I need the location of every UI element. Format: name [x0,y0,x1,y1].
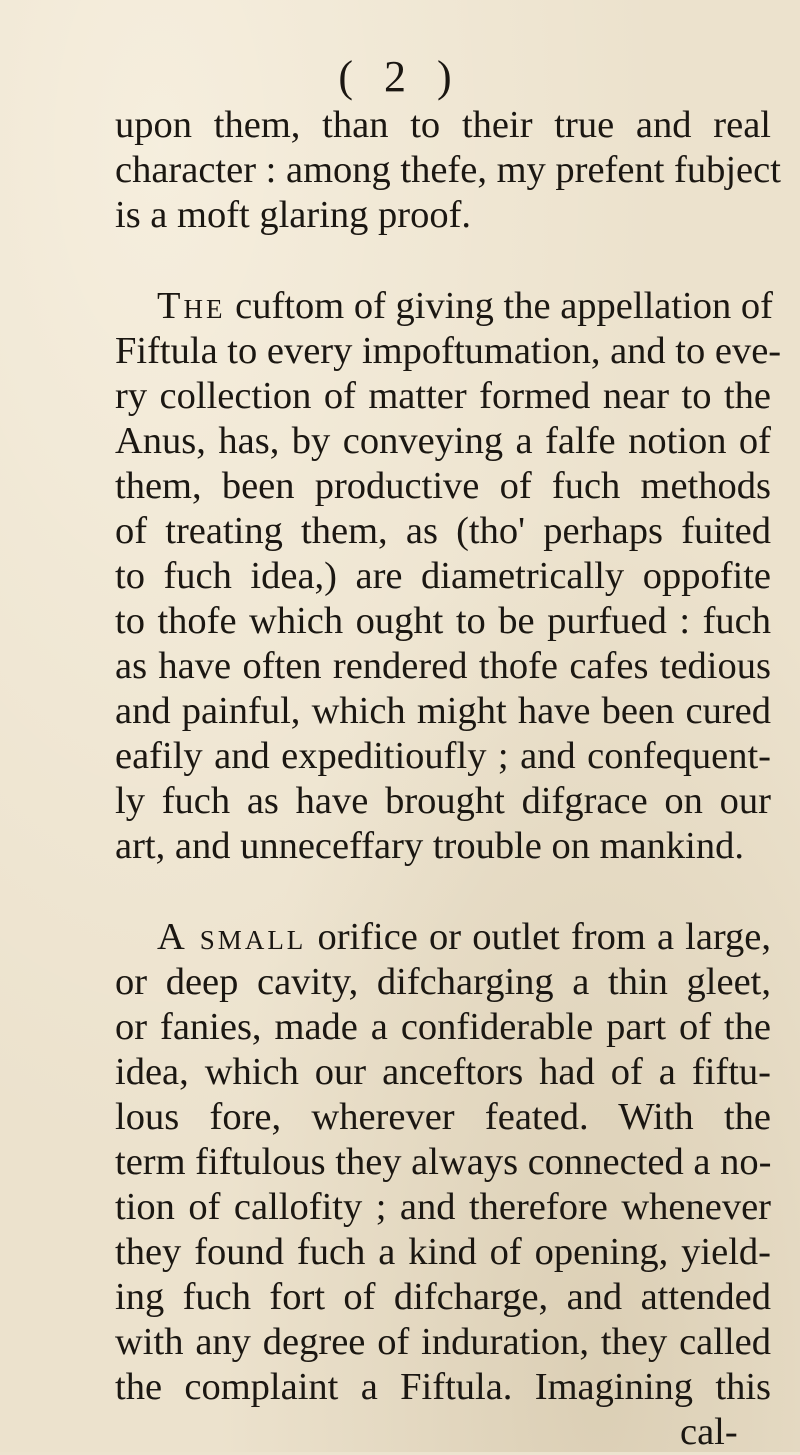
text-line: ly fuch as have brought difgrace on our [115,780,771,822]
text-line: they found fuch a kind of opening, yield- [115,1231,771,1273]
text-line: ry collection of matter formed near to the [115,375,771,417]
text-line: to thofe which ought to be purfued : fuch [115,600,771,642]
catchword: cal- [680,1411,738,1453]
text-line: tion of callofity ; and therefore whenever [115,1186,771,1228]
text-line: idea, which our anceftors had of a fiftu- [115,1051,771,1093]
text-line: of treating them, as (tho' perhaps fuited [115,510,771,552]
text-line: character : among thefe, my prefent fubject [115,149,781,191]
text-line: and painful, which might have been cured [115,690,771,732]
paragraph-lead-word: A small [157,916,307,958]
text-line: Fiftula to every impoftumation, and to eve- [115,330,782,372]
text-line: upon them, than to their true and real [115,104,771,146]
text-line: to fuch idea,) are diametrically oppofite [115,555,771,597]
text-line: is a moft glaring proof. [115,194,472,236]
text-line: as have often rendered thofe cafes tedious [115,645,771,687]
text-line: term fiftulous they always connected a no- [115,1141,772,1183]
text-line: with any degree of induration, they called [115,1321,771,1363]
text-line: the complaint a Fiftula. Imagining this [115,1366,771,1408]
text-line: them, been productive of fuch methods [115,465,771,507]
text-line: ing fuch fort of difcharge, and attended [115,1276,771,1318]
text-line [157,914,771,960]
text-line-content: cuftom of giving the appellation of [235,285,773,327]
text-line: eafily and expeditioufly ; and confequent- [115,735,771,777]
text-line: Anus, has, by conveying a falfe notion of [115,420,771,462]
text-line: or fanies, made a confiderable part of the [115,1006,771,1048]
text-line [157,283,771,329]
paragraph-lead-word: The [157,285,226,327]
running-head: ( 2 ) [338,52,462,101]
text-line: art, and unneceffary trouble on mankind. [115,825,744,867]
text-line-content: orifice or outlet from a large, [317,916,772,958]
text-line: lous fore, wherever feated. With the [115,1096,771,1138]
text-line: or deep cavity, difcharging a thin gleet, [115,961,771,1003]
